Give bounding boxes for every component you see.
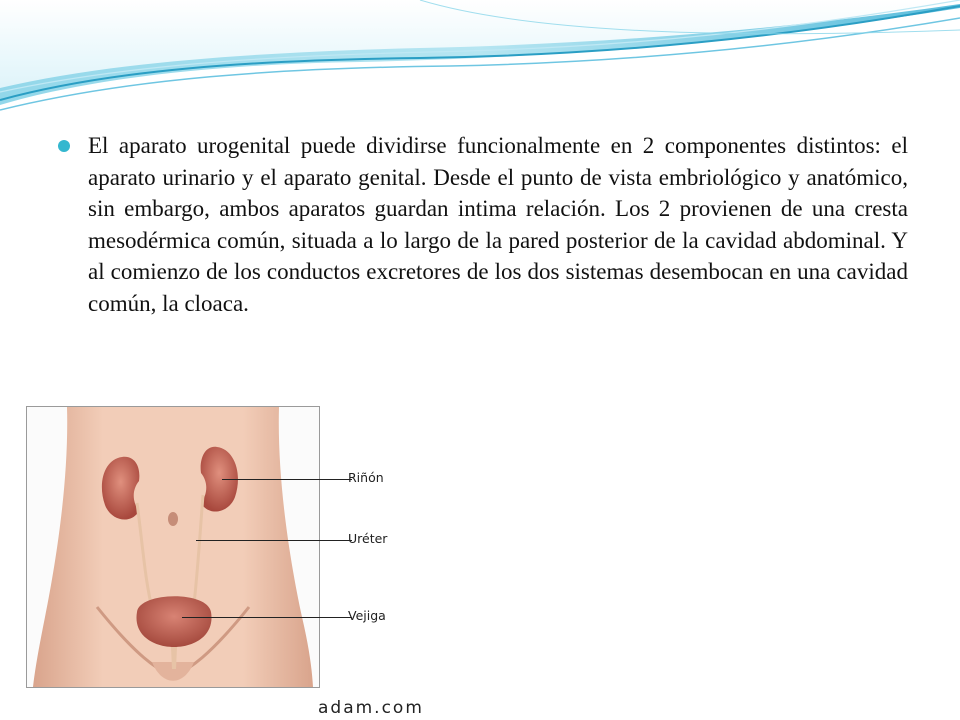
bullet-item — [58, 130, 908, 320]
torso-illustration-icon — [27, 407, 319, 687]
bullet-icon — [58, 140, 70, 152]
kidney-leader-line — [222, 479, 352, 480]
ureter-label: Uréter — [348, 531, 388, 546]
bladder-leader-line — [182, 617, 352, 618]
ureter-leader-line — [196, 540, 352, 541]
bladder-label: Vejiga — [348, 608, 386, 623]
header-wave-decoration — [0, 0, 960, 120]
kidney-label: Riñón — [348, 470, 384, 485]
urinary-anatomy-figure — [18, 398, 424, 720]
image-credit: adam.com — [318, 698, 424, 718]
bullet-paragraph: El aparato urogenital puede dividirse funcionalmente en 2 componentes distintos: el aparato urinario y el aparato genital. Desde el punto de vista embriológico y anatómico, sin embargo, ambos aparatos guardan intima relación. Los 2 provienen de una cresta mesodérmica común, situada a lo largo de la pared posterior de la cavidad abdominal. Y al comienzo de los conductos excretores de los dos sistemas desembocan en una cavidad común, la cloaca. — [88, 133, 908, 316]
anatomy-illustration — [26, 406, 320, 688]
